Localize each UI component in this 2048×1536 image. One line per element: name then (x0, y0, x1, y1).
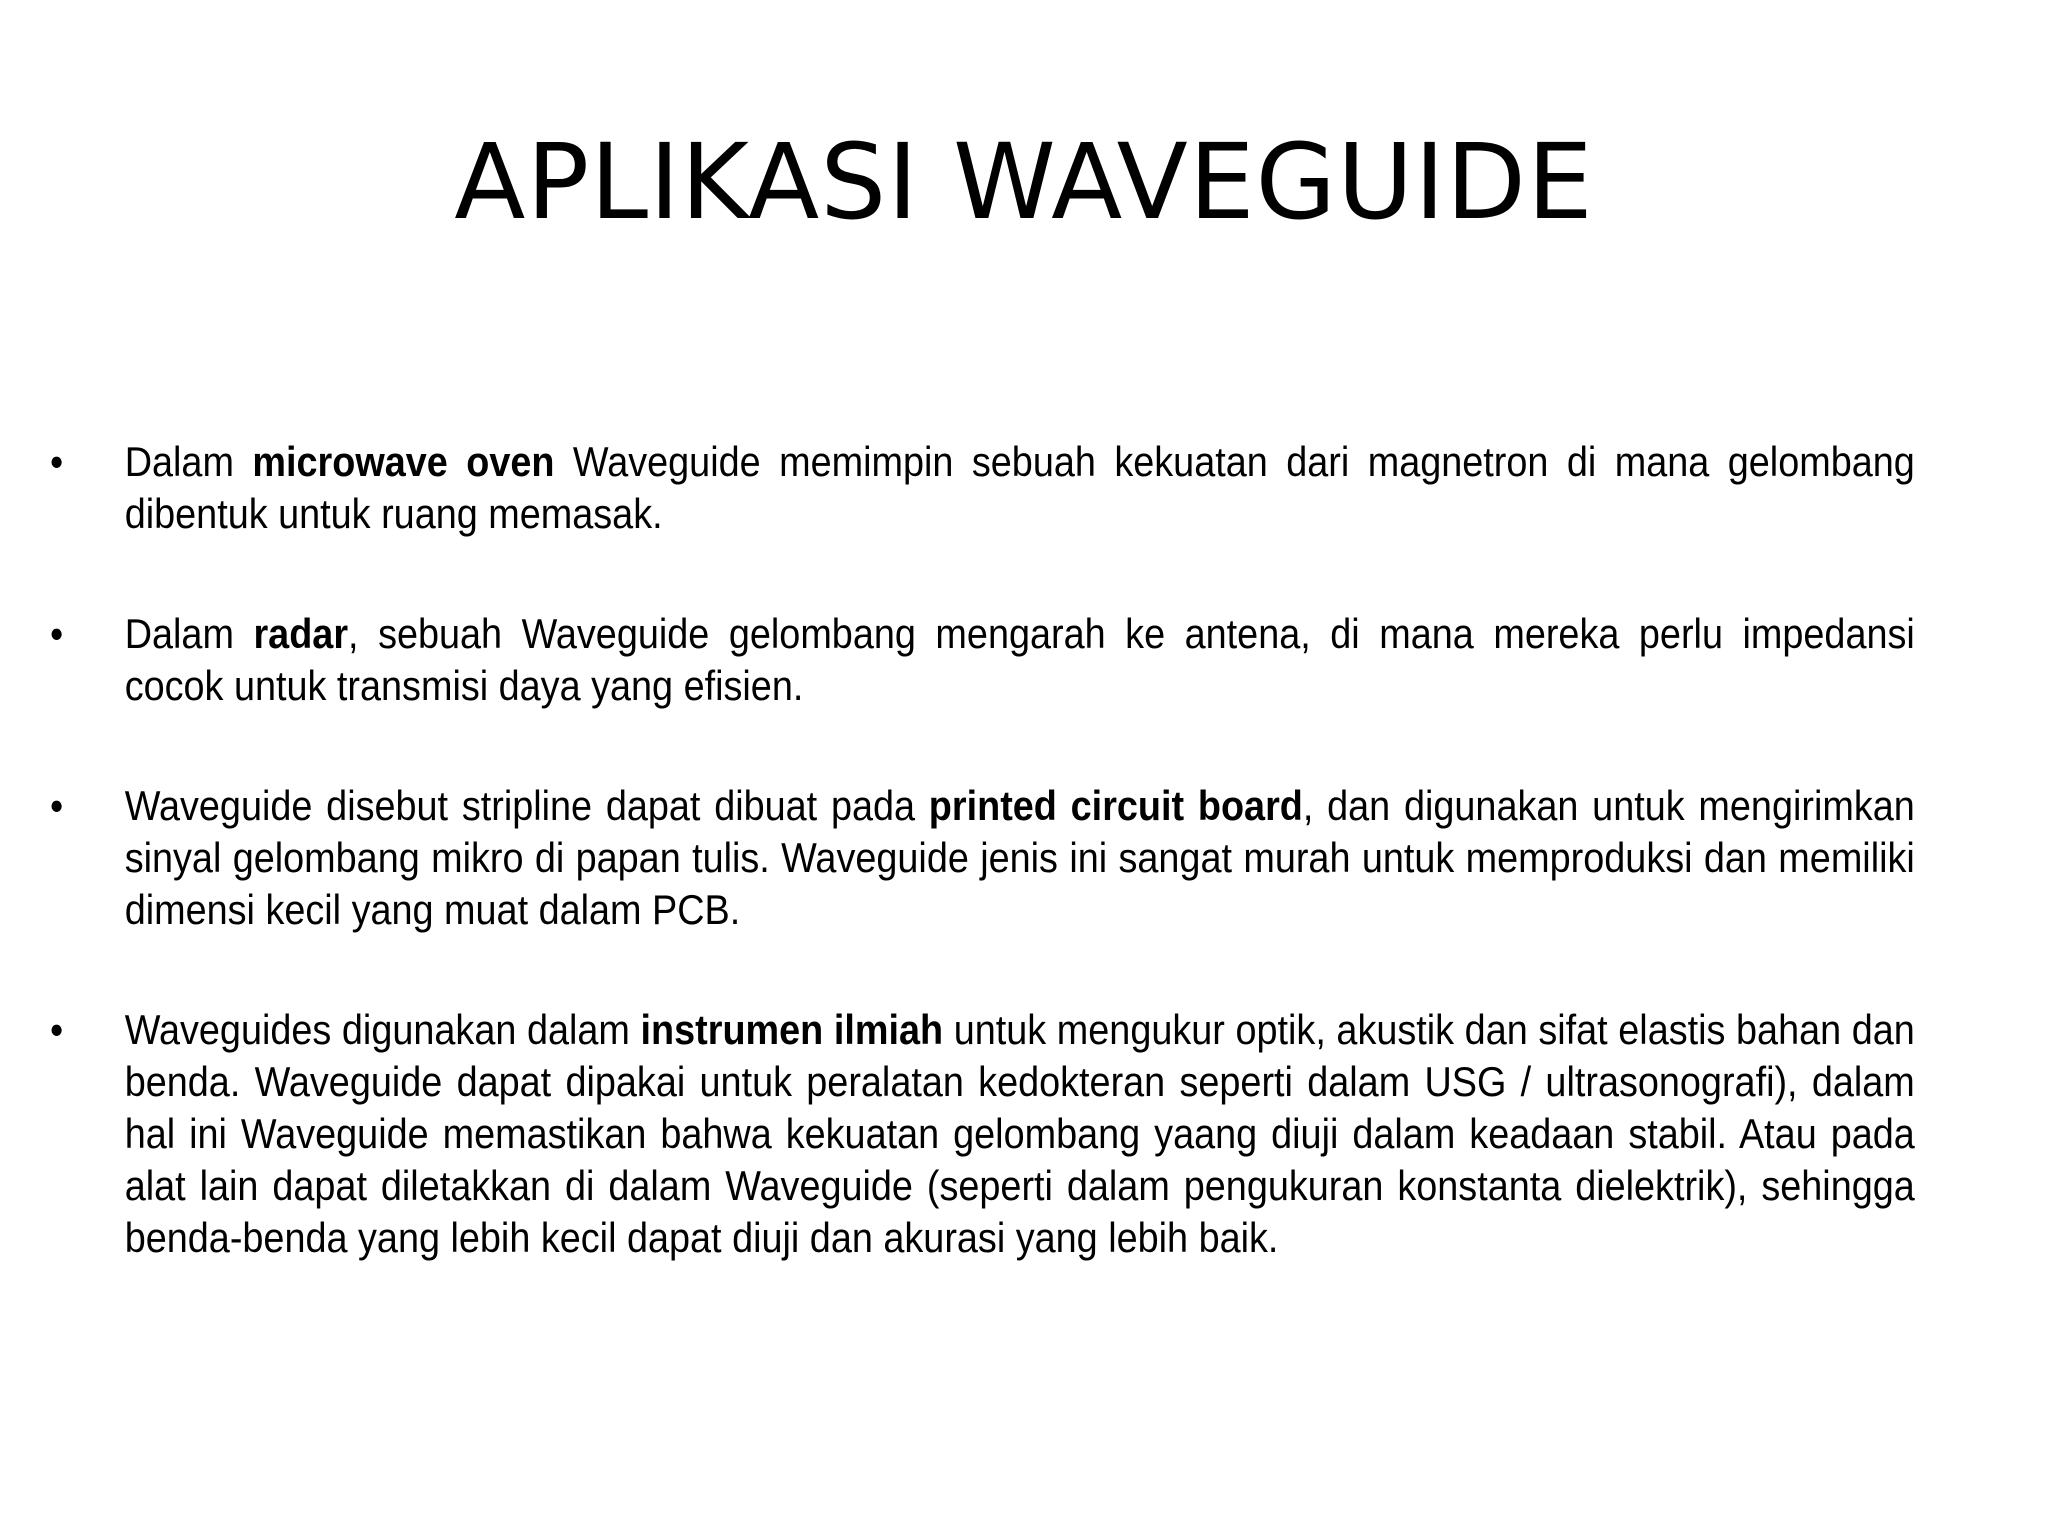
slide-title: APLIKASI WAVEGUIDE (454, 121, 1594, 243)
bullet-text-post: , sebuah Waveguide gelombang mengarah ke antena, di mana mereka perlu impedansi cocok untuk transmisi daya yang efisien. (124, 610, 1915, 709)
bullet-text-pre: Dalam (124, 610, 254, 657)
bullet-item-microwave (50, 436, 1915, 540)
bullet-item-pcb (50, 780, 1915, 936)
bullet-text-bold: microwave oven (252, 438, 555, 485)
bullet-list (50, 436, 2010, 1264)
bullet-text-bold: printed circuit board (928, 782, 1303, 829)
bullet-text-pre: Dalam (124, 438, 253, 485)
bullet-text-post: untuk mengukur optik, akustik dan sifat elastis bahan dan benda. Waveguide dapat dipakai untuk peralatan kedokteran seperti dalam USG / ultrasonografi), dalam hal ini Waveguide memastikan bahwa kekuatan gelombang yaang diuji dalam keadaan stabil. Atau pada alat lain dapat diletakkan di dalam Waveguide (seperti dalam pengukuran konstanta dielektrik), sehingga benda-benda yang lebih kecil dapat diuji dan akurasi yang lebih baik. (124, 1006, 1915, 1261)
bullet-icon: • (50, 610, 64, 657)
bullet-text-bold: radar (253, 610, 349, 657)
bullet-text-post: , dan digunakan untuk mengirimkan sinyal gelombang mikro di papan tulis. Waveguide jenis ini sangat murah untuk memproduksi dan memiliki dimensi kecil yang muat dalam PCB. (124, 782, 1915, 933)
bullet-item-instrumen (50, 1004, 1915, 1264)
bullet-item-radar (50, 608, 1915, 712)
bullet-text-bold: instrumen ilmiah (640, 1006, 944, 1053)
bullet-text (125, 1006, 1915, 1261)
bullet-icon: • (50, 1006, 64, 1053)
bullet-text (125, 438, 1915, 537)
bullet-text (125, 782, 1915, 933)
bullet-text-post: Waveguide memimpin sebuah kekuatan dari magnetron di mana gelombang dibentuk untuk ruang memasak. (124, 438, 1915, 537)
bullet-icon: • (50, 438, 64, 485)
bullet-text-pre: Waveguides digunakan dalam (124, 1006, 641, 1053)
bullet-text-pre: Waveguide disebut stripline dapat dibuat pada (124, 782, 929, 829)
bullet-icon: • (50, 782, 64, 829)
bullet-text (125, 610, 1915, 709)
